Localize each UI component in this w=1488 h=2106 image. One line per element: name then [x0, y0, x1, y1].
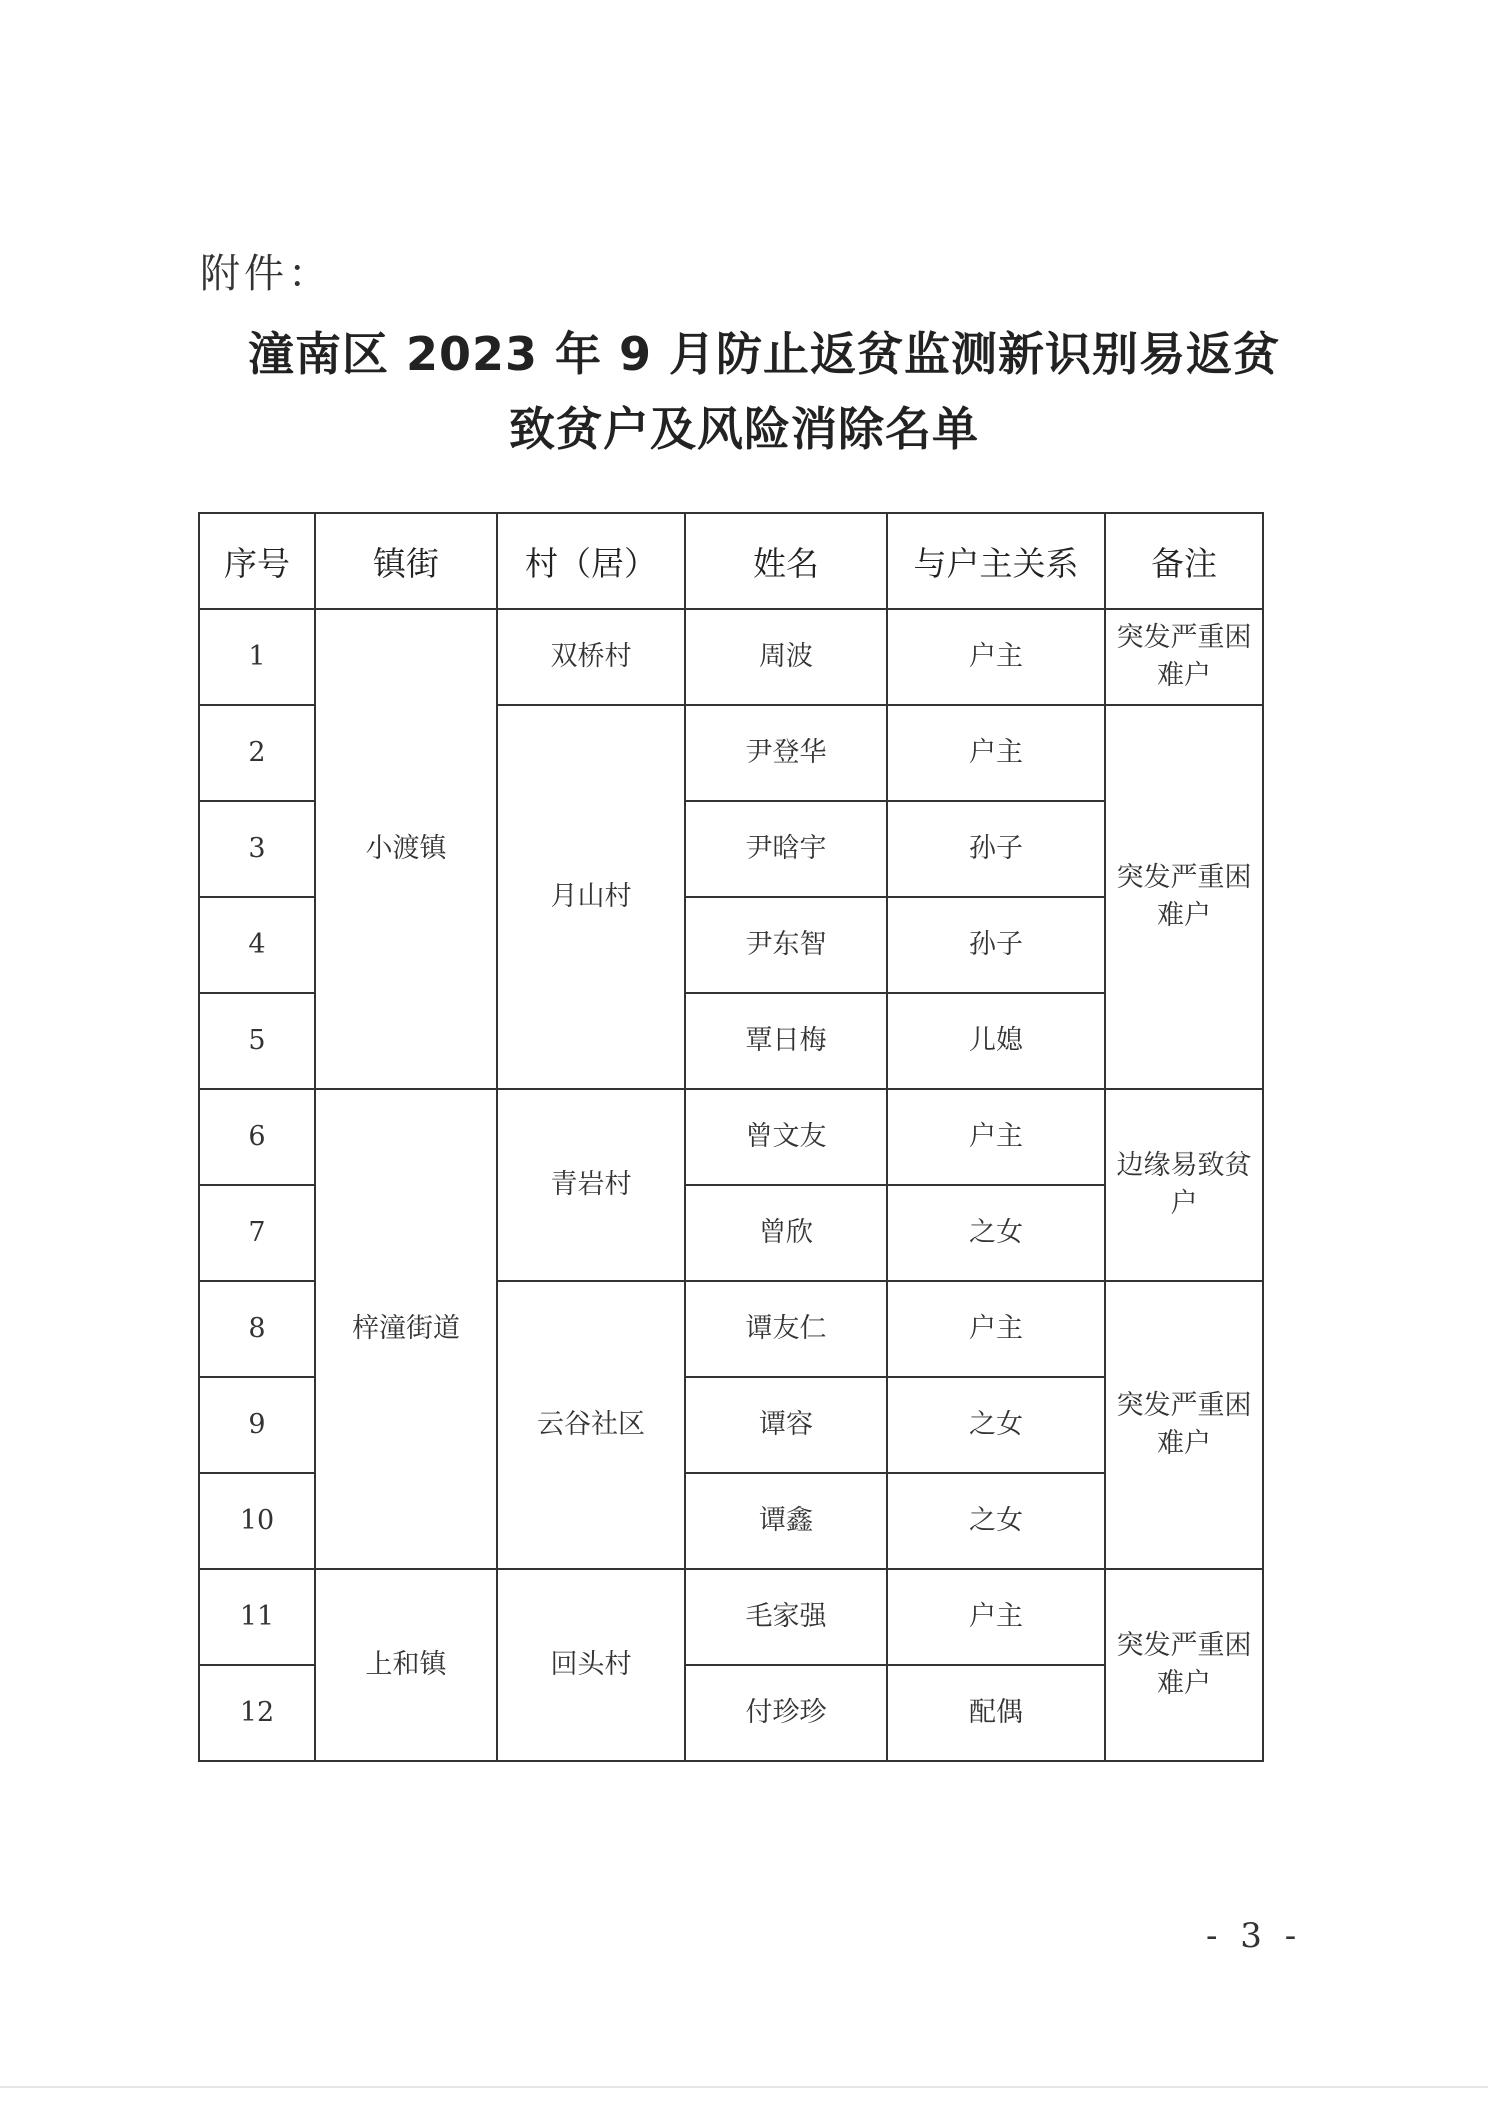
cell-serial: 10 [199, 1473, 315, 1569]
cell-serial: 6 [199, 1089, 315, 1185]
cell-town: 小渡镇 [315, 609, 497, 1089]
table-row [199, 1089, 1263, 1185]
cell-serial: 5 [199, 993, 315, 1089]
cell-relation: 户主 [887, 1569, 1105, 1665]
table-header-row [199, 513, 1263, 609]
cell-relation: 之女 [887, 1473, 1105, 1569]
cell-serial: 9 [199, 1377, 315, 1473]
cell-serial: 2 [199, 705, 315, 801]
cell-village: 青岩村 [497, 1089, 685, 1281]
header-relation: 与户主关系 [887, 513, 1105, 609]
table-row [199, 609, 1263, 705]
cell-name: 周波 [685, 609, 887, 705]
cell-name: 付珍珍 [685, 1665, 887, 1761]
header-name: 姓名 [685, 513, 887, 609]
scan-edge-divider [0, 2086, 1488, 2088]
cell-relation: 儿媳 [887, 993, 1105, 1089]
header-town: 镇街 [315, 513, 497, 609]
cell-village: 双桥村 [497, 609, 685, 705]
cell-relation: 户主 [887, 1281, 1105, 1377]
cell-name: 尹东智 [685, 897, 887, 993]
cell-relation: 之女 [887, 1185, 1105, 1281]
cell-serial: 7 [199, 1185, 315, 1281]
cell-serial: 4 [199, 897, 315, 993]
cell-serial: 8 [199, 1281, 315, 1377]
cell-relation: 孙子 [887, 801, 1105, 897]
cell-name: 谭友仁 [685, 1281, 887, 1377]
document-title-line2: 致贫户及风险消除名单 [509, 402, 979, 456]
cell-remark: 突发严重困难户 [1105, 1281, 1263, 1569]
cell-name: 尹登华 [685, 705, 887, 801]
header-village: 村（居） [497, 513, 685, 609]
attachment-label: 附件： [200, 251, 332, 297]
cell-name: 曾欣 [685, 1185, 887, 1281]
cell-village: 回头村 [497, 1569, 685, 1761]
header-remark: 备注 [1105, 513, 1263, 609]
cell-remark: 边缘易致贫户 [1105, 1089, 1263, 1281]
roster-table [198, 512, 1264, 1762]
cell-name: 毛家强 [685, 1569, 887, 1665]
cell-relation: 配偶 [887, 1665, 1105, 1761]
cell-remark: 突发严重困难户 [1105, 609, 1263, 705]
cell-relation: 户主 [887, 609, 1105, 705]
cell-name: 谭容 [685, 1377, 887, 1473]
cell-name: 尹晗宇 [685, 801, 887, 897]
cell-serial: 11 [199, 1569, 315, 1665]
cell-name: 曾文友 [685, 1089, 887, 1185]
document-title-line1: 潼南区 2023 年 9 月防止返贫监测新识别易返贫 [247, 327, 1281, 381]
cell-village: 月山村 [497, 705, 685, 1089]
table-row [199, 1569, 1263, 1665]
page-number: - 3 - [1206, 1916, 1303, 1956]
cell-name: 覃日梅 [685, 993, 887, 1089]
cell-village: 云谷社区 [497, 1281, 685, 1569]
cell-serial: 12 [199, 1665, 315, 1761]
cell-serial: 1 [199, 609, 315, 705]
cell-relation: 孙子 [887, 897, 1105, 993]
cell-name: 谭鑫 [685, 1473, 887, 1569]
cell-remark: 突发严重困难户 [1105, 1569, 1263, 1761]
cell-relation: 户主 [887, 1089, 1105, 1185]
cell-relation: 户主 [887, 705, 1105, 801]
cell-town: 梓潼街道 [315, 1089, 497, 1569]
header-serial: 序号 [199, 513, 315, 609]
cell-relation: 之女 [887, 1377, 1105, 1473]
cell-serial: 3 [199, 801, 315, 897]
cell-remark: 突发严重困难户 [1105, 705, 1263, 1089]
cell-town: 上和镇 [315, 1569, 497, 1761]
